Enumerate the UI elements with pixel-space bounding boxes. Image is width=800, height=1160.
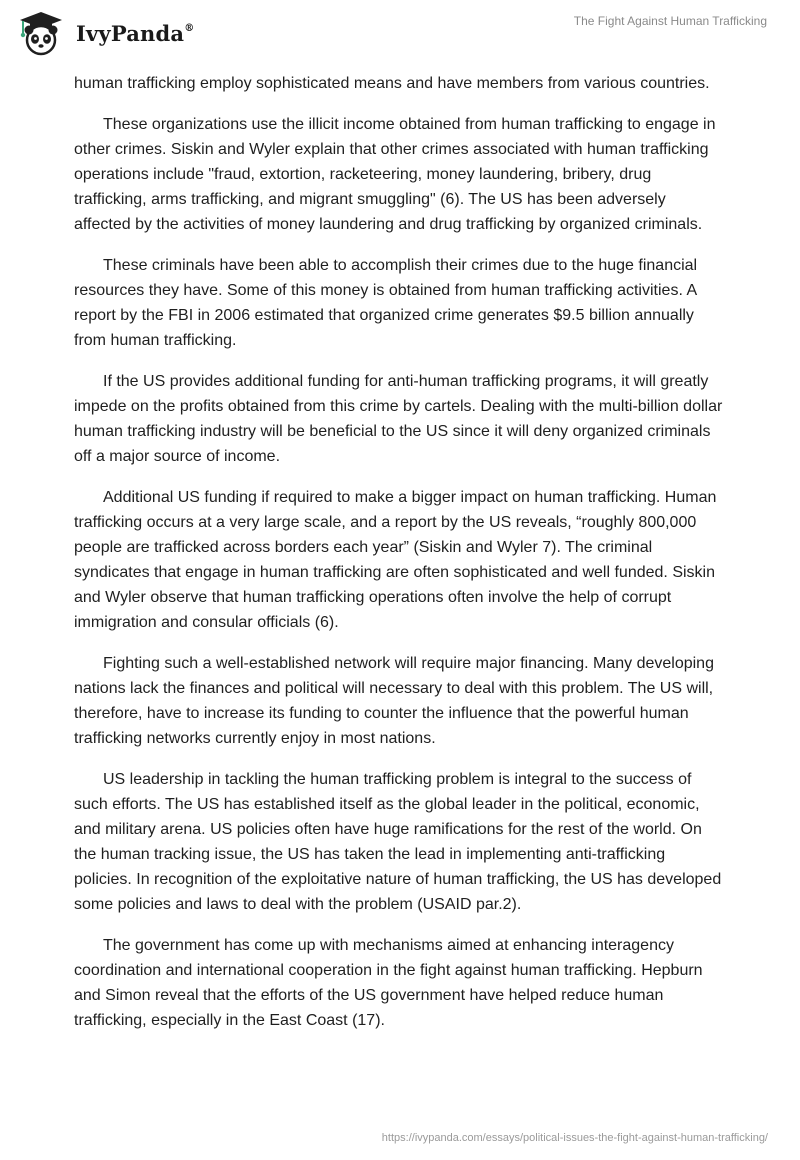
paragraph: These criminals have been able to accomplish their crimes due to the huge financial resources they have. Some of this money is obtained from human trafficking activities. A report by the FBI in 2006 estimated that organized crime generates $9.5 billion annually from human trafficking. <box>74 257 698 349</box>
page-header <box>0 0 800 70</box>
paragraph: Fighting such a well-established network will require major financing. Many developing nations lack the finances and political will necessary to deal with this problem. The US will, therefore, have to increase its funding to counter the influence that the powerful human trafficking networks currently enjoy in most nations. <box>74 655 714 747</box>
panda-logo-icon <box>14 10 68 56</box>
logo[interactable] <box>14 10 194 56</box>
logo-text <box>76 21 194 46</box>
paragraph: human trafficking employ sophisticated means and have members from various countries. <box>74 75 710 92</box>
paragraph: If the US provides additional funding for anti-human trafficking programs, it will greatly impede on the profits obtained from this crime by cartels. Dealing with the multi-billion dollar human trafficking industry will be beneficial to the US since it will deny organized criminals off a major source of income. <box>74 373 723 465</box>
logo-registered-mark: ® <box>184 22 195 34</box>
paragraph: Additional US funding if required to make a bigger impact on human trafficking. Human trafficking occurs at a very large scale, and a report by the US reveals, “roughly 800,000 people are trafficked across borders each year” (Siskin and Wyler 7). The criminal syndicates that engage in human trafficking are often sophisticated and well funded. Siskin and Wyler observe that human trafficking operations often involve the help of corrupt immigration and consular officials (6). <box>74 489 717 631</box>
logo-name: IvyPanda <box>76 20 185 46</box>
essay-body <box>74 71 726 1049</box>
paragraph: The government has come up with mechanisms aimed at enhancing interagency coordination and international cooperation in the fight against human trafficking. Hepburn and Simon reveal that the efforts of the US government have helped reduce human trafficking, especially in the East Coast (17). <box>74 937 703 1029</box>
source-url[interactable]: https://ivypanda.com/essays/political-issues-the-fight-against-human-trafficking/ <box>381 1132 768 1144</box>
paragraph: US leadership in tackling the human trafficking problem is integral to the success of such efforts. The US has established itself as the global leader in the political, economic, and military arena. US policies often have huge ramifications for the rest of the world. On the human tracking issue, the US has taken the lead in implementing anti-trafficking policies. In recognition of the exploitative nature of human trafficking, the US has developed some policies and laws to deal with the problem (USAID par.2). <box>74 771 722 913</box>
paragraph: These organizations use the illicit income obtained from human trafficking to engage in other crimes. Siskin and Wyler explain that other crimes associated with human trafficking operations include "fraud, extortion, racketeering, money laundering, bribery, drug trafficking, arms trafficking, and migrant smuggling" (6). The US has been adversely affected by the activities of money laundering and drug trafficking by organized criminals. <box>74 116 716 233</box>
document-title: The Fight Against Human Trafficking <box>573 14 767 28</box>
